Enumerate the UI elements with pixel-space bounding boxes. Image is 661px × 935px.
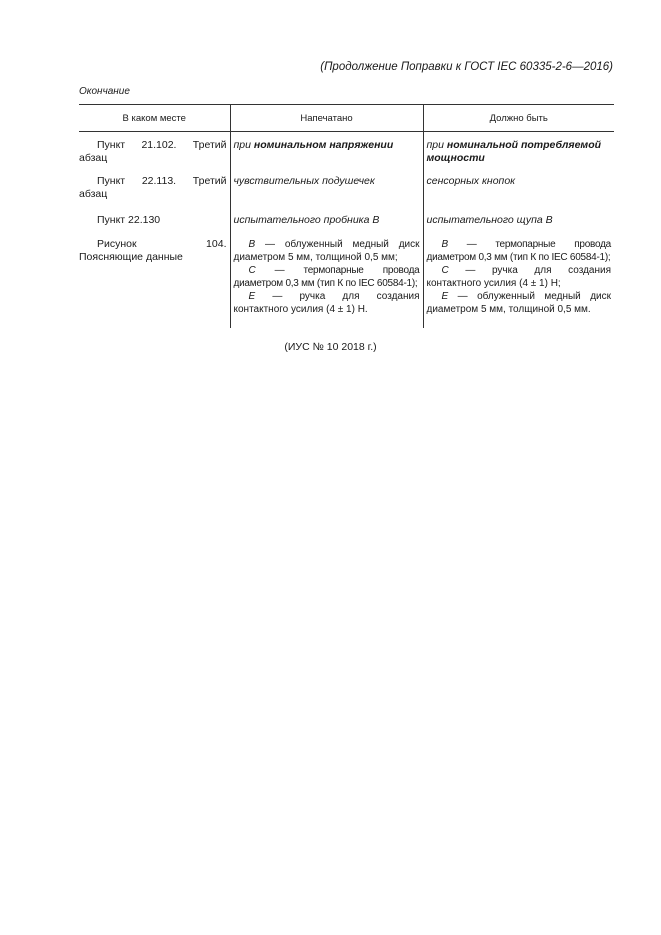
legend-text: — ручка для создания контактного усилия (4 ± 1) Н. xyxy=(233,291,420,315)
printed-prefix: при xyxy=(233,139,254,151)
table-row xyxy=(79,175,614,214)
table-caption: Окончание xyxy=(79,86,130,97)
cell-printed: чувствительных подушечек xyxy=(230,175,423,214)
legend-text: — ручка для создания контактного усилия (4 ± 1) Н; xyxy=(426,265,611,289)
legend-letter: C xyxy=(248,265,256,276)
cell-should-be xyxy=(423,238,614,328)
column-header-should-be: Должно быть xyxy=(423,105,614,132)
place-text: Рисунок 104. Поясняющие данные xyxy=(79,238,227,263)
should-prefix: при xyxy=(426,139,447,151)
legend-text: — термопарные провода диаметром 0,3 мм (тип К по IEC 60584-1); xyxy=(233,265,420,289)
table-row xyxy=(79,238,614,328)
cell-place xyxy=(79,132,230,176)
cell-printed: испытательного пробника B xyxy=(230,214,423,238)
cell-should-be: сенсорных кнопок xyxy=(423,175,614,214)
corrections-table xyxy=(79,104,614,328)
cell-place xyxy=(79,175,230,214)
legend-letter: C xyxy=(441,265,449,276)
legend-letter: B xyxy=(441,239,448,250)
table-header-row xyxy=(79,105,614,132)
legend-item-c xyxy=(427,264,612,290)
legend-text: — термопарные провода диаметром 0,3 мм (тип К по IEC 60584-1); xyxy=(426,239,611,263)
cell-printed xyxy=(230,238,423,328)
cell-place xyxy=(79,214,230,238)
legend-text: — облуженный медный диск диаметром 5 мм, толщиной 0,5 мм; xyxy=(233,239,420,263)
page-header-continuation: (Продолжение Поправки к ГОСТ IEC 60335-2-6—2016) xyxy=(320,61,613,73)
source-note: (ИУС № 10 2018 г.) xyxy=(284,341,377,353)
legend-item-b xyxy=(427,238,612,264)
legend-letter: E xyxy=(248,291,256,302)
table-row xyxy=(79,214,614,238)
legend-item-b xyxy=(234,238,420,264)
cell-place xyxy=(79,238,230,328)
cell-printed xyxy=(230,132,423,176)
legend-item-e xyxy=(234,290,420,316)
legend-letter: E xyxy=(441,291,449,302)
should-emphasis: номинальной потребляемой мощности xyxy=(426,139,602,164)
legend-item-c xyxy=(234,264,420,290)
cell-should-be: испытательного щупа B xyxy=(423,214,614,238)
column-header-printed: Напечатано xyxy=(230,105,423,132)
table-row xyxy=(79,132,614,176)
place-text: Пункт 22.130 xyxy=(97,214,161,226)
place-text: Пункт 21.102. Третий абзац xyxy=(79,139,227,164)
cell-should-be xyxy=(423,132,614,176)
legend-item-e xyxy=(427,290,612,316)
legend-letter: B xyxy=(248,239,256,250)
place-text: Пункт 22.113. Третий абзац xyxy=(79,175,227,200)
legend-text: — облуженный медный диск диаметром 5 мм, толщиной 0,5 мм. xyxy=(426,291,611,315)
printed-emphasis: номинальном напряжении xyxy=(253,139,394,151)
column-header-place: В каком месте xyxy=(79,105,230,132)
